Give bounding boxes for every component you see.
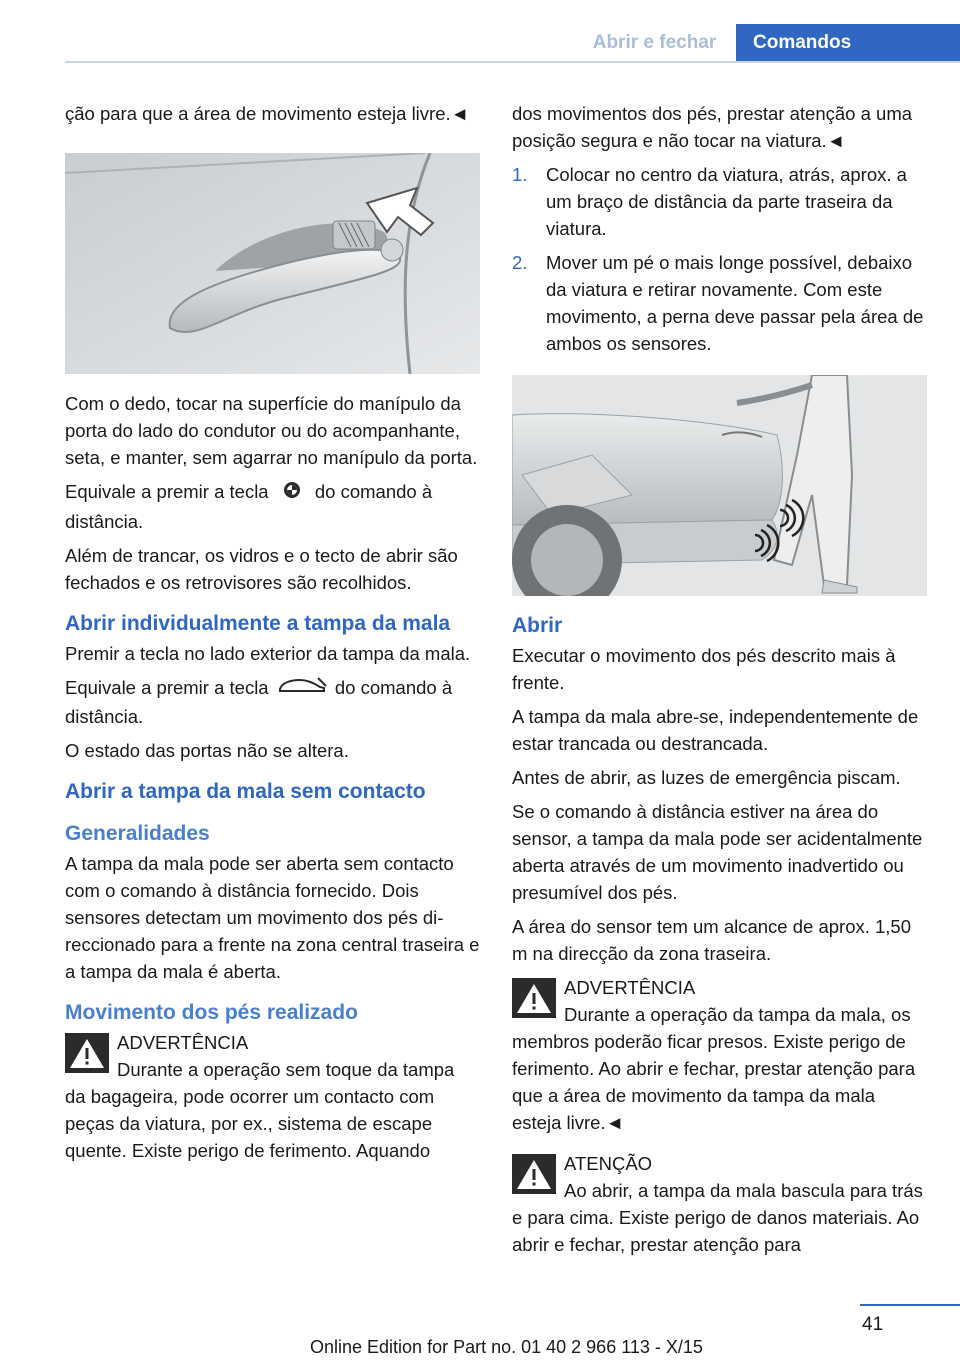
right-paragraph-1: Executar o movimento dos pés descrito mais à frente. [512, 645, 896, 693]
section-tab[interactable]: Abrir e fechar [592, 32, 717, 53]
left-p5-before: Equivale a premir a tecla [65, 676, 269, 698]
trunk-button-icon [274, 674, 330, 703]
left-paragraph-3: Além de trancar, os vidros e o tecto de abrir são fechados e os retrovisores são recolhidos. [65, 544, 458, 593]
header-divider [65, 61, 960, 63]
right-paragraph-3: Antes de abrir, as luzes de emergência piscam. [512, 767, 901, 788]
heading-open: Abrir [512, 614, 563, 637]
chapter-tab-label: Comandos [753, 32, 852, 53]
heading-contactless-open: Abrir a tampa da mala sem contacto [65, 780, 426, 804]
heading-general: Generalidades [65, 822, 210, 846]
door-handle-illustration [65, 153, 480, 374]
right-paragraph-2: A tampa da mala abre-se, independentemente de estar trancada ou destrancada. [512, 706, 919, 754]
left-p2-before: Equivale a premir a tecla [65, 481, 269, 502]
right-caution-block [512, 1150, 927, 1258]
foot-gesture-drawing [512, 375, 927, 596]
step-text: Mover um pé o mais longe possível, debaixo da viatura e retirar novamente. Com este movimento, a perna deve passar pela área de ambos os sensores. [546, 252, 924, 354]
right-caution-text: Ao abrir, a tampa da mala bascula para trás e para cima. Existe perigo de danos materiais. Ao abrir e fechar, prestar atenção para [512, 1180, 923, 1255]
heading-foot-movement: Movimento dos pés realizado [65, 1001, 358, 1025]
right-intro-text: dos movimentos dos pés, prestar atenção a uma posição segura e não tocar na viatura.◄ [512, 103, 913, 151]
chapter-tab[interactable] [736, 24, 960, 62]
lock-button-icon [274, 479, 310, 508]
footer-divider [860, 1304, 960, 1306]
left-intro-text: ção para que a área de movimento esteja livre.◄ [65, 103, 469, 124]
edition-footer: Online Edition for Part no. 01 40 2 966 113 - X/15 [310, 1337, 703, 1357]
right-warning-block [512, 974, 927, 1136]
right-warning-text: Durante a operação da tampa da mala, os membros poderão ficar presos. Existe perigo de ferimento. Ao abrir e fechar, prestar atenção para que a área de movimento da tampa da mala esteja livre.◄ [512, 1004, 916, 1133]
right-warning-title: ADVERTÊNCIA [564, 977, 696, 998]
step-text: Colocar no centro da viatura, atrás, aprox. a um braço de distância da parte traseira da viatura. [546, 164, 907, 239]
door-handle-drawing [65, 153, 480, 374]
step-list [512, 161, 927, 357]
left-paragraph-4: Premir a tecla no lado exterior da tampa da mala. [65, 642, 471, 664]
list-item [512, 161, 927, 242]
right-paragraph-4: Se o comando à distância estiver na área do sensor, a tampa da mala pode ser acidentalmente aberta através de um movimento inadvertido ou presumível dos pés. [512, 801, 923, 903]
step-number: 2. [512, 252, 528, 273]
page-number: 41 [862, 1314, 884, 1335]
left-paragraph-7: A tampa da mala pode ser aberta sem contacto com o comando à distância fornecido. Dois sensores detectam um movimento dos pés direccionado para a frente na zona central traseira e a tampa da mala é aberta. [65, 853, 480, 983]
left-warning-title: ADVERTÊNCIA [117, 1032, 249, 1054]
left-paragraph-1: Com o dedo, tocar na superfície do manípulo da porta do lado do condutor ou do acompanhante, seta, e manter, sem agarrar no manípulo da porta. [65, 393, 478, 468]
list-item [512, 249, 927, 357]
left-paragraph-6: O estado das portas não se altera. [65, 740, 349, 762]
warning-triangle-icon [512, 978, 556, 1018]
left-warning-block [65, 1029, 480, 1164]
left-p5-after: do comando à distância. [65, 676, 453, 728]
right-caution-title: ATENÇÃO [564, 1153, 653, 1174]
step-number: 1. [512, 164, 528, 185]
foot-gesture-illustration [512, 375, 927, 596]
heading-open-trunk-individually: Abrir individualmente a tampa da mala [65, 611, 451, 635]
page-header [0, 0, 960, 62]
warning-triangle-icon [65, 1033, 109, 1073]
warning-triangle-icon [512, 1154, 556, 1194]
left-paragraph-5 [65, 674, 480, 731]
left-column [65, 100, 480, 1171]
left-warning-text: Durante a operação sem toque da tampa da bagageira, pode ocorrer um contacto com peças da viatura, por ex., sistema de escape quente. Existe perigo de ferimento. Aquando [65, 1059, 455, 1162]
left-paragraph-2 [65, 478, 480, 535]
left-p2-after: do comando à distância. [65, 481, 433, 532]
right-paragraph-5: A área do sensor tem um alcance de aprox. 1,50 m na direcção da zona traseira. [512, 916, 912, 964]
right-column [512, 100, 927, 1265]
